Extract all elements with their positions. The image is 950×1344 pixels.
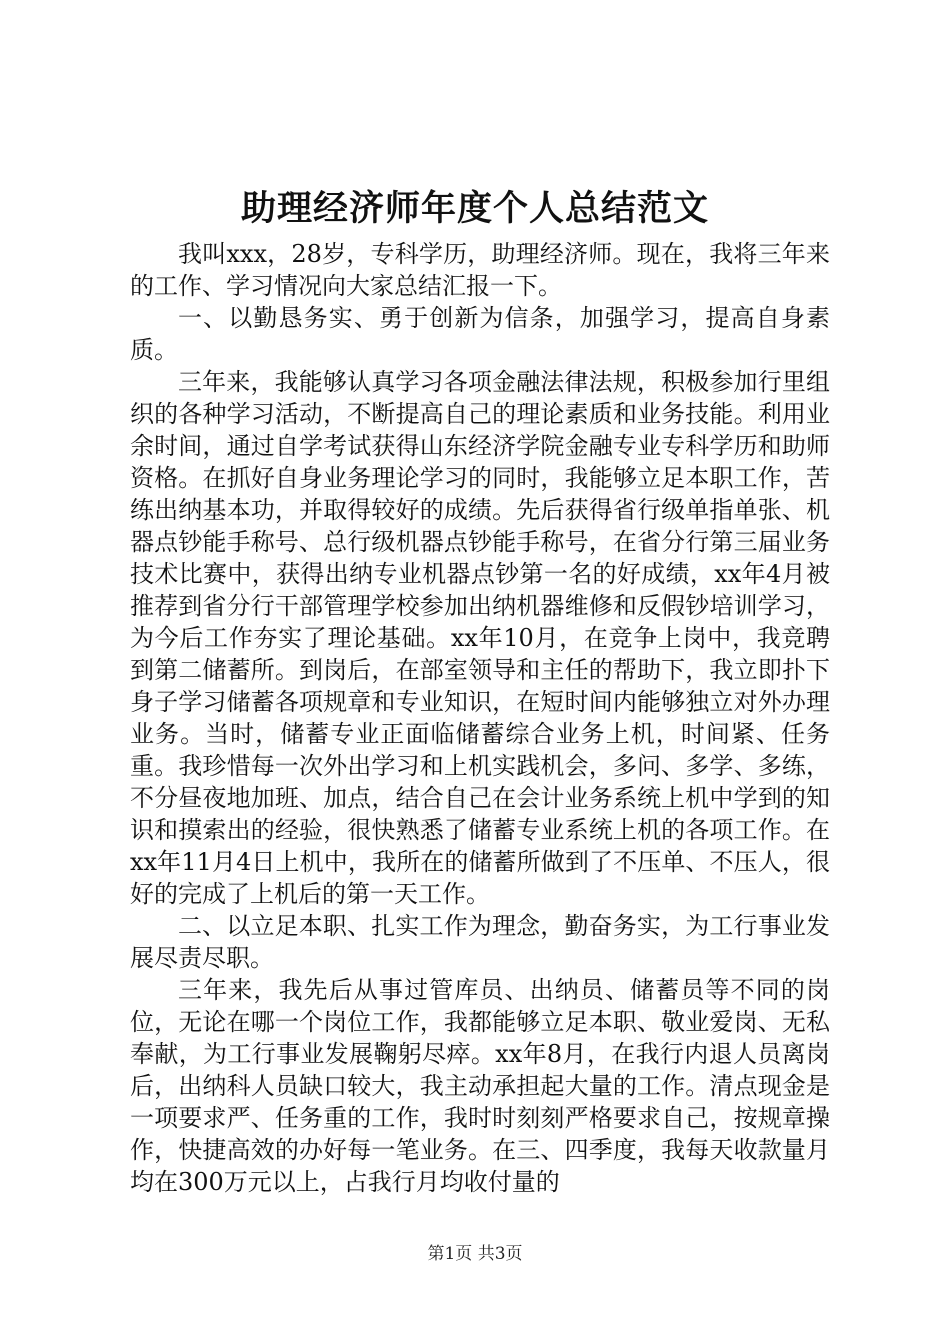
- paragraph-intro: 我叫xxx，28岁，专科学历，助理经济师。现在，我将三年来的工作、学习情况向大家总结汇报一下。: [130, 240, 830, 300]
- paragraph-work: 三年来，我先后从事过管库员、出纳员、储蓄员等不同的岗位，无论在哪一个岗位工作，我都能够立足本职、敬业爱岗、无私奉献，为工行事业发展鞠躬尽瘁。xx年8月，在我行内退人员离岗后，出纳科人员缺口较大，我主动承担起大量的工作。清点现金是一项要求严、任务重的工作，我时时刻刻严格要求自己，按规章操作，快捷高效的办好每一笔业务。在三、四季度，我每天收款量月均在300万元以上，占我行月均收付量的: [130, 976, 830, 1196]
- paragraph-study: 三年来，我能够认真学习各项金融法律法规，积极参加行里组织的各种学习活动，不断提高自己的理论素质和业务技能。利用业余时间，通过自学考试获得山东经济学院金融专业专科学历和助师资格。在抓好自身业务理论学习的同时，我能够立足本职工作，苦练出纳基本功，并取得较好的成绩。先后获得省行级单指单张、机器点钞能手称号、总行级机器点钞能手称号，在省分行第三届业务技术比赛中，获得出纳专业机器点钞第一名的好成绩，xx年4月被推荐到省分行干部管理学校参加出纳机器维修和反假钞培训学习，为今后工作夯实了理论基础。xx年10月，在竞争上岗中，我竞聘到第二储蓄所。到岗后，在部室领导和主任的帮助下，我立即扑下身子学习储蓄各项规章和专业知识，在短时间内能够独立对外办理业务。当时，储蓄专业正面临储蓄综合业务上机，时间紧、任务重。我珍惜每一次外出学习和上机实践机会，多问、多学、多练，不分昼夜地加班、加点，结合自己在会计业务系统上机中学到的知识和摸索出的经验，很快熟悉了储蓄专业系统上机的各项工作。在xx年11月4日上机中，我所在的储蓄所做到了不压单、不压人，很好的完成了上机后的第一天工作。: [130, 368, 830, 908]
- section-heading-2: 二、以立足本职、扎实工作为理念，勤奋务实，为工行事业发展尽责尽职。: [130, 912, 830, 972]
- document-body: [130, 238, 830, 1198]
- section-heading-1: 一、以勤恳务实、勇于创新为信条，加强学习，提高自身素质。: [130, 304, 830, 364]
- document-title: 助理经济师年度个人总结范文: [240, 189, 709, 229]
- page-footer: 第1页 共3页: [427, 1244, 523, 1264]
